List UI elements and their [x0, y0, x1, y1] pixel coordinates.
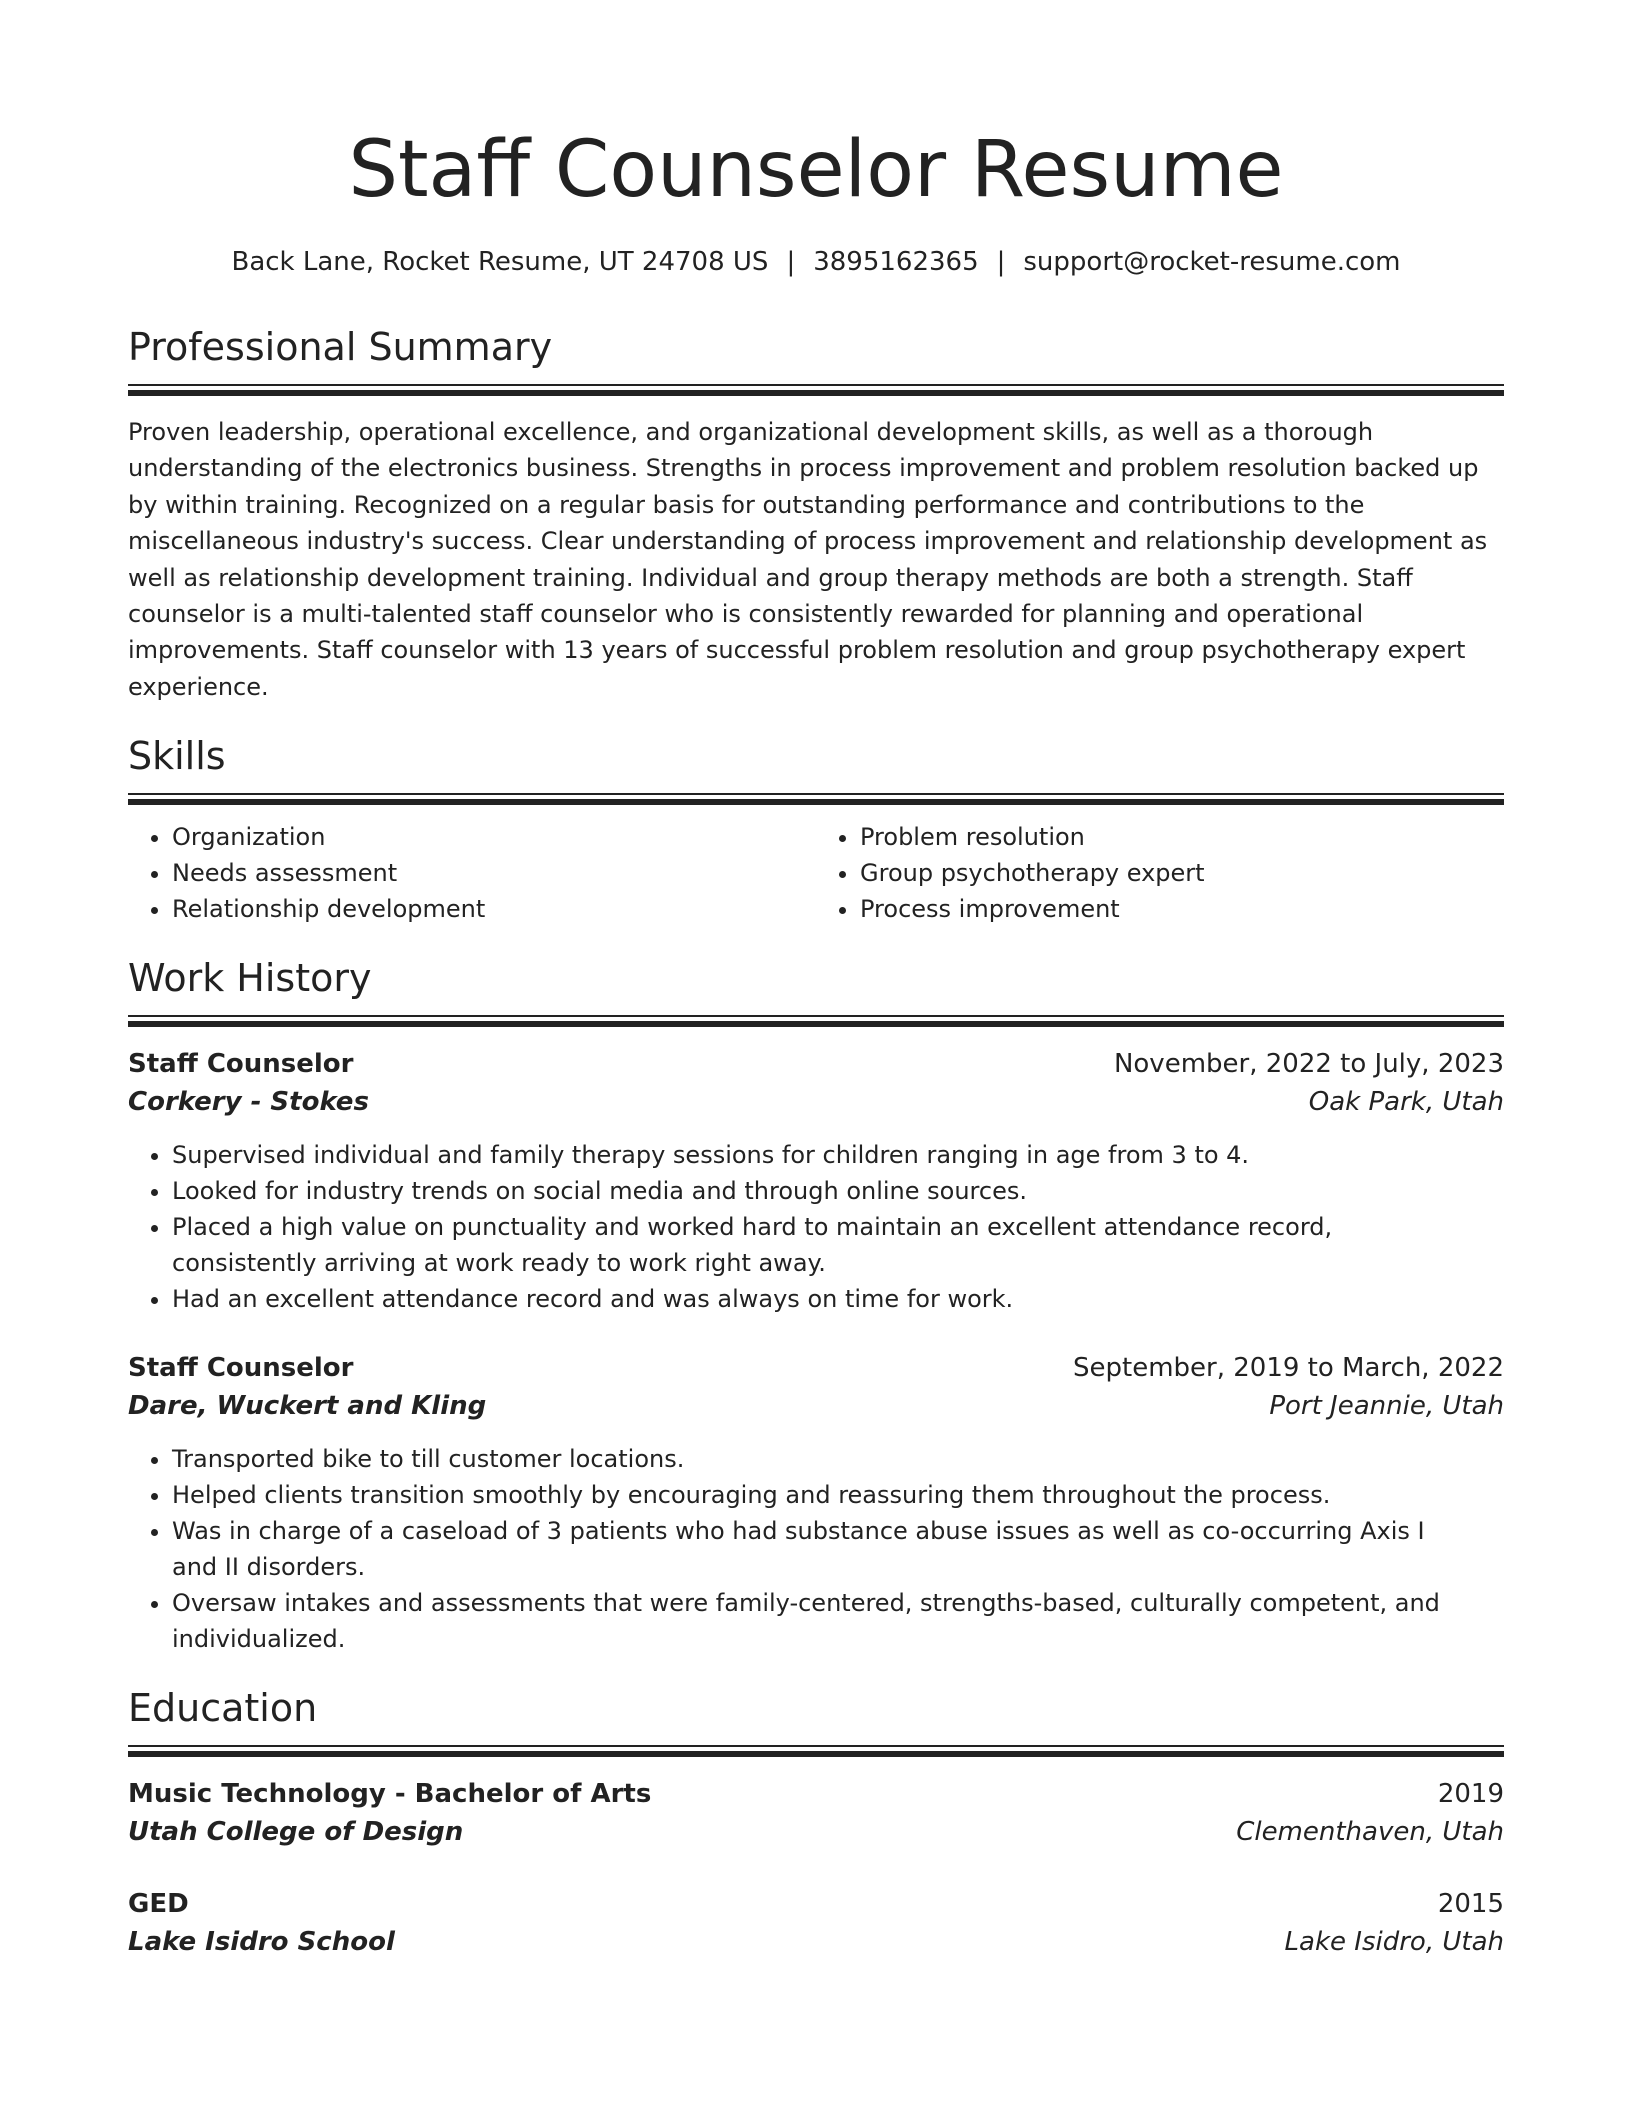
education-entry — [128, 1885, 1504, 1961]
job-company: Corkery - Stokes — [128, 1087, 369, 1118]
section-divider — [128, 793, 1504, 805]
job-dates: September, 2019 to March, 2022 — [1073, 1353, 1504, 1384]
skill-item: • Relationship development — [172, 891, 816, 927]
section-heading: Education — [128, 1686, 318, 1731]
job-dates: November, 2022 to July, 2023 — [1113, 1049, 1504, 1080]
education-location: Lake Isidro, Utah — [1284, 1927, 1504, 1958]
skill-item: • Needs assessment — [172, 855, 816, 891]
contact-separator: | — [996, 247, 1006, 277]
section-divider — [128, 1015, 1504, 1027]
job-entry — [128, 1349, 1504, 1657]
education-location: Clementhaven, Utah — [1236, 1817, 1504, 1848]
skills-column-left — [128, 819, 816, 927]
job-bullets — [128, 1441, 1504, 1657]
section-heading: Skills — [128, 734, 226, 779]
contact-email: support@rocket-resume.com — [1023, 247, 1401, 277]
summary-text: Proven leadership, operational excellence, and organizational development skills, as well as a thorough understanding of the electronics business. Strengths in process improvement and problem resolution backed up by within training. Recognized on a regular basis for outstanding performance and contributions to the miscellaneous industry's success. Clear understanding of process improvement and relationship development as well as relationship development training. Individual and group therapy methods are both a strength. Staff counselor is a multi-talented staff counselor who is consistently rewarded for planning and operational improvements. Staff counselor with 13 years of successful problem resolution and group psychotherapy expert experience. — [128, 418, 1488, 701]
skills-section — [128, 731, 1504, 927]
education-section — [128, 1683, 1504, 1961]
job-bullet: • Looked for industry trends on social media and through online sources. — [172, 1173, 1504, 1209]
education-year: 2019 — [1437, 1779, 1504, 1810]
job-bullet: • Supervised individual and family therapy sessions for children ranging in age from 3 to 4. — [172, 1137, 1504, 1173]
education-school: Utah College of Design — [128, 1817, 464, 1848]
job-title: Staff Counselor — [128, 1353, 354, 1384]
education-year: 2015 — [1437, 1889, 1504, 1920]
job-bullet: • Placed a high value on punctuality and worked hard to maintain an excellent attendance record, consistently arriving at work ready to work right away. — [172, 1209, 1504, 1281]
work-section — [128, 953, 1504, 1657]
job-bullet: • Helped clients transition smoothly by encouraging and reassuring them throughout the process. — [172, 1477, 1504, 1513]
section-heading: Work History — [128, 956, 372, 1001]
summary-section — [128, 322, 1504, 705]
skill-item: • Group psychotherapy expert — [860, 855, 1504, 891]
job-bullet: • Oversaw intakes and assessments that were family-centered, strengths-based, culturally competent, and individualized. — [172, 1585, 1504, 1657]
contact-line — [128, 244, 1504, 280]
education-school: Lake Isidro School — [128, 1927, 395, 1958]
job-company: Dare, Wuckert and Kling — [128, 1391, 487, 1422]
skill-item: • Process improvement — [860, 891, 1504, 927]
contact-address: Back Lane, Rocket Resume, UT 24708 US — [231, 247, 769, 277]
contact-phone: 3895162365 — [813, 247, 979, 277]
education-entry — [128, 1775, 1504, 1851]
skill-item: • Problem resolution — [860, 819, 1504, 855]
education-degree: GED — [128, 1889, 189, 1920]
job-location: Oak Park, Utah — [1308, 1087, 1504, 1118]
job-title: Staff Counselor — [128, 1049, 354, 1080]
job-bullet: • Transported bike to till customer locations. — [172, 1441, 1504, 1477]
job-location: Port Jeannie, Utah — [1269, 1391, 1504, 1422]
skills-list — [128, 819, 1504, 927]
job-entry — [128, 1045, 1504, 1317]
education-degree: Music Technology - Bachelor of Arts — [128, 1779, 652, 1810]
section-divider — [128, 1745, 1504, 1757]
job-bullet: • Had an excellent attendance record and was always on time for work. — [172, 1281, 1504, 1317]
section-divider — [128, 384, 1504, 396]
page-title: Staff Counselor Resume — [348, 125, 1284, 215]
section-heading: Professional Summary — [128, 325, 553, 369]
skills-column-right — [816, 819, 1504, 927]
job-bullets — [128, 1137, 1504, 1317]
skill-item: • Organization — [172, 819, 816, 855]
contact-separator: | — [786, 247, 796, 277]
job-bullet: • Was in charge of a caseload of 3 patients who had substance abuse issues as well as co-occurring Axis I and II disorders. — [172, 1513, 1504, 1585]
